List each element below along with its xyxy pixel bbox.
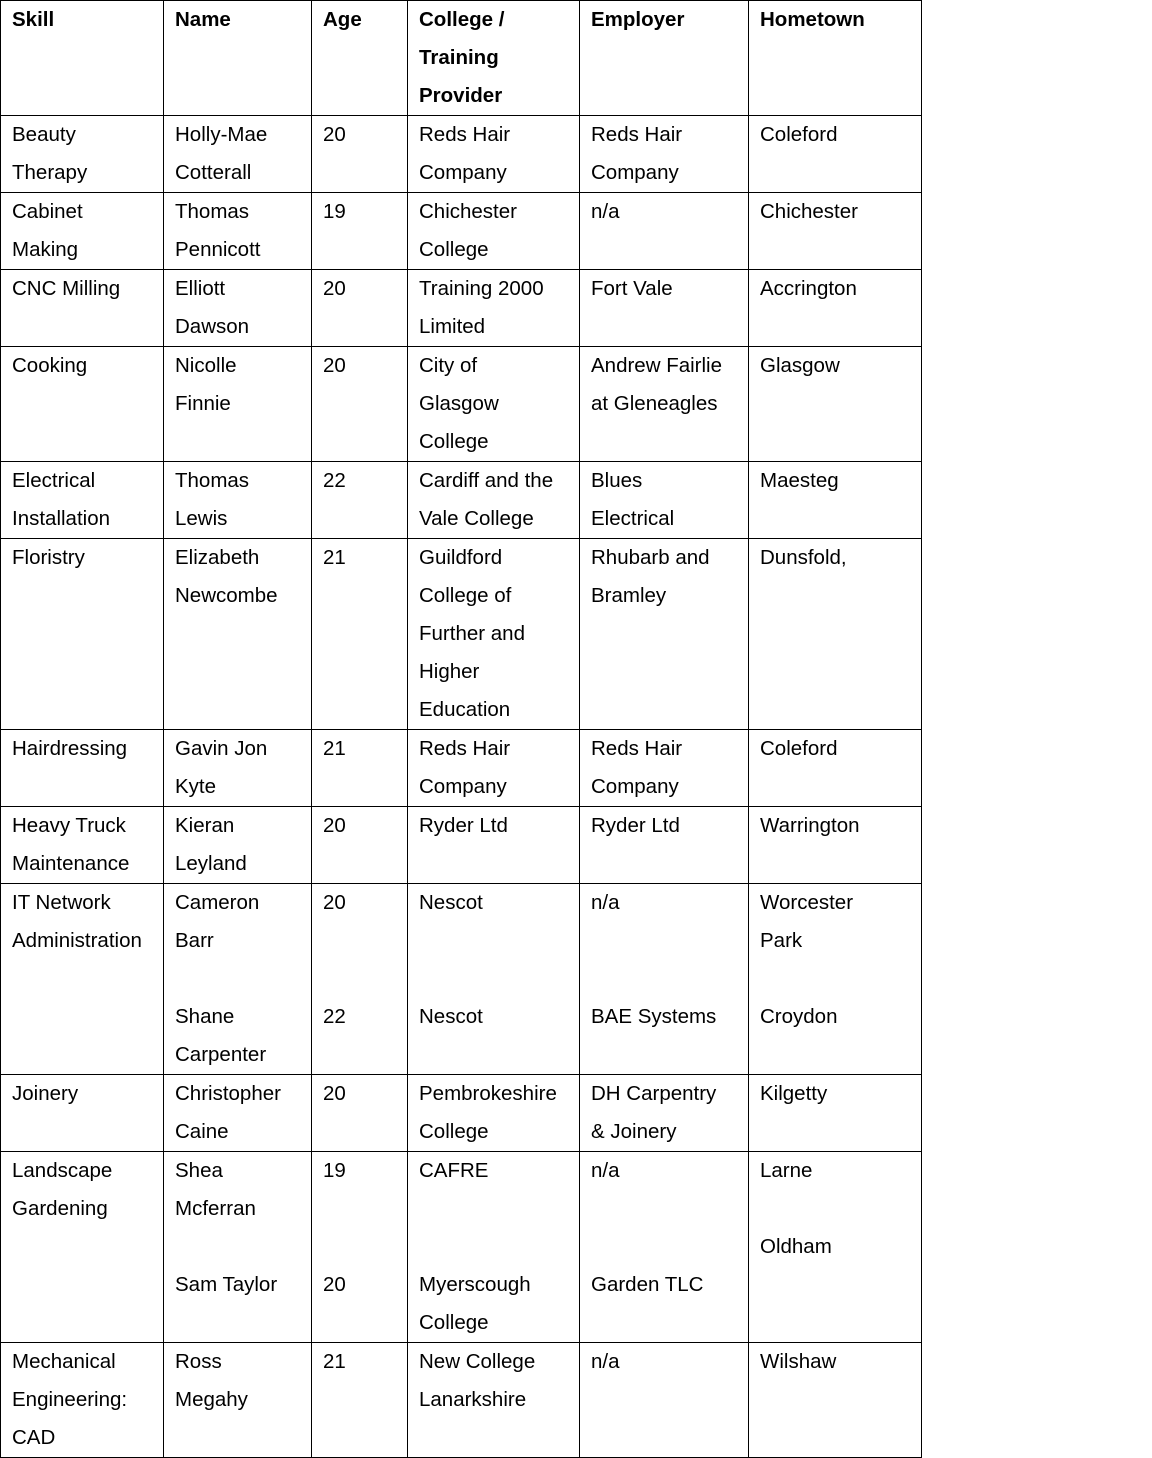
cell-college-line: Glasgow	[419, 392, 499, 415]
cell-name-line: Newcombe	[175, 584, 278, 607]
cell-college	[408, 462, 580, 539]
cell-skill-line: Cabinet	[12, 200, 83, 223]
cell-hometown-line: Kilgetty	[760, 1082, 828, 1105]
cell-name-line: Ross	[175, 1350, 222, 1373]
cell-spacer	[419, 1228, 573, 1266]
cell-name-line: Leyland	[175, 852, 247, 875]
cell-name	[164, 807, 312, 884]
cell-age	[312, 1075, 408, 1152]
cell-name-line: Gavin Jon	[175, 737, 268, 760]
cell-spacer	[591, 922, 742, 960]
cell-name	[164, 539, 312, 730]
cell-skill	[1, 116, 164, 193]
cell-skill	[1, 884, 164, 1075]
cell-employer-line: DH Carpentry	[591, 1082, 717, 1105]
table-row	[1, 807, 922, 884]
table-header-row	[1, 1, 922, 116]
cell-name-line: Finnie	[175, 392, 231, 415]
cell-skill-line: Engineering:	[12, 1388, 128, 1411]
cell-college	[408, 730, 580, 807]
cell-age-value: 20	[323, 354, 346, 377]
cell-college-line: Training 2000	[419, 277, 544, 300]
cell-skill	[1, 807, 164, 884]
cell-hometown	[749, 347, 922, 462]
header-age: Age	[312, 1, 408, 116]
cell-employer-line: Blues	[591, 469, 643, 492]
cell-employer-line: at Gleneagles	[591, 392, 718, 415]
table-row	[1, 270, 922, 347]
cell-employer-line: n/a	[591, 891, 620, 914]
cell-spacer	[175, 1228, 305, 1266]
cell-hometown-line: Coleford	[760, 737, 838, 760]
cell-college	[408, 116, 580, 193]
cell-hometown-line: Oldham	[760, 1235, 832, 1258]
cell-hometown-line: Accrington	[760, 277, 857, 300]
table-row	[1, 116, 922, 193]
cell-name	[164, 270, 312, 347]
cell-spacer	[323, 1228, 401, 1266]
cell-skill-line: Beauty	[12, 123, 76, 146]
cell-employer-line: Company	[591, 775, 679, 798]
cell-skill	[1, 539, 164, 730]
cell-skill-line: Landscape	[12, 1159, 113, 1182]
cell-employer	[580, 1152, 749, 1343]
cell-spacer	[419, 1190, 573, 1228]
cell-skill	[1, 1343, 164, 1458]
cell-age-value: 20	[323, 1082, 346, 1105]
cell-college-line: City of	[419, 354, 478, 377]
cell-college	[408, 1343, 580, 1458]
header-college-line: Training	[419, 46, 499, 69]
cell-name-line: Thomas	[175, 200, 250, 223]
cell-skill-line: Floristry	[12, 546, 85, 569]
cell-college-line: Reds Hair	[419, 123, 511, 146]
cell-skill-line: Therapy	[12, 161, 88, 184]
cell-college-line: Nescot	[419, 1005, 483, 1028]
cell-hometown-line: Chichester	[760, 200, 858, 223]
cell-age	[312, 193, 408, 270]
cell-spacer	[323, 922, 401, 960]
cell-age	[312, 462, 408, 539]
cell-name-line: Megahy	[175, 1388, 248, 1411]
cell-employer-line: Ryder Ltd	[591, 814, 680, 837]
cell-hometown-line: Wilshaw	[760, 1350, 837, 1373]
cell-hometown-line: Worcester	[760, 891, 854, 914]
cell-skill-line: Installation	[12, 507, 111, 530]
cell-skill	[1, 193, 164, 270]
cell-hometown-line: Dunsfold,	[760, 546, 847, 569]
cell-skill	[1, 1152, 164, 1343]
cell-college-line: Guildford	[419, 546, 503, 569]
table-row	[1, 1343, 922, 1458]
cell-hometown	[749, 807, 922, 884]
cell-employer-line: Company	[591, 161, 679, 184]
cell-name-line: Elliott	[175, 277, 226, 300]
cell-age	[312, 1343, 408, 1458]
cell-hometown	[749, 539, 922, 730]
cell-skill-line: Hairdressing	[12, 737, 128, 760]
cell-age	[312, 884, 408, 1075]
table-row	[1, 884, 922, 1075]
cell-name-line: Sam Taylor	[175, 1273, 278, 1296]
cell-college-line: Vale College	[419, 507, 534, 530]
cell-name	[164, 462, 312, 539]
cell-college-line: College	[419, 238, 489, 261]
cell-college-line: Myerscough	[419, 1273, 531, 1296]
cell-name-line: Cameron	[175, 891, 260, 914]
cell-skill	[1, 730, 164, 807]
table-body	[1, 116, 922, 1458]
cell-age-line: 19	[323, 1159, 346, 1182]
cell-college	[408, 1075, 580, 1152]
cell-hometown-line: Croydon	[760, 1005, 838, 1028]
cell-name	[164, 1152, 312, 1343]
cell-employer	[580, 116, 749, 193]
cell-name-line: Shea	[175, 1159, 223, 1182]
cell-skill-line: CAD	[12, 1426, 56, 1449]
header-name: Name	[164, 1, 312, 116]
cell-spacer	[419, 922, 573, 960]
cell-age-value: 22	[323, 469, 346, 492]
cell-name-line: Dawson	[175, 315, 250, 338]
cell-name-line: Kyte	[175, 775, 217, 798]
cell-age	[312, 539, 408, 730]
cell-spacer	[175, 960, 305, 998]
table-row	[1, 193, 922, 270]
cell-college-line: College	[419, 430, 489, 453]
cell-skill-line: IT Network	[12, 891, 111, 914]
cell-spacer	[591, 1190, 742, 1228]
table-row	[1, 462, 922, 539]
cell-age	[312, 116, 408, 193]
cell-college-line: Reds Hair	[419, 737, 511, 760]
cell-employer-line: Andrew Fairlie	[591, 354, 723, 377]
cell-college-line: Cardiff and the	[419, 469, 554, 492]
cell-employer-line: Bramley	[591, 584, 667, 607]
cell-name	[164, 116, 312, 193]
cell-skill-line: Joinery	[12, 1082, 79, 1105]
cell-name	[164, 884, 312, 1075]
cell-employer-line: n/a	[591, 1350, 620, 1373]
cell-name-line: Kieran	[175, 814, 235, 837]
cell-employer-line: BAE Systems	[591, 1005, 717, 1028]
cell-employer	[580, 1343, 749, 1458]
cell-name	[164, 1075, 312, 1152]
cell-college-line: Lanarkshire	[419, 1388, 527, 1411]
cell-spacer	[323, 1190, 401, 1228]
header-employer: Employer	[580, 1, 749, 116]
cell-college-line: Education	[419, 698, 511, 721]
cell-hometown-line: Park	[760, 929, 803, 952]
cell-age-value: 20	[323, 814, 346, 837]
cell-age-line: 20	[323, 1273, 346, 1296]
cell-employer-line: n/a	[591, 1159, 620, 1182]
cell-college-line: College	[419, 1311, 489, 1334]
cell-name-line: Barr	[175, 929, 214, 952]
cell-skill-line: Cooking	[12, 354, 88, 377]
cell-hometown	[749, 1343, 922, 1458]
cell-skill-line: Electrical	[12, 469, 96, 492]
cell-hometown	[749, 1152, 922, 1343]
cell-college-line: Nescot	[419, 891, 483, 914]
cell-employer-line: Rhubarb and	[591, 546, 710, 569]
cell-age-line: 22	[323, 1005, 346, 1028]
table-row	[1, 730, 922, 807]
cell-college-line: Further and	[419, 622, 525, 645]
cell-college-line: Chichester	[419, 200, 517, 223]
cell-spacer	[591, 960, 742, 998]
cell-name-line: Caine	[175, 1120, 229, 1143]
cell-skill	[1, 1075, 164, 1152]
cell-name	[164, 1343, 312, 1458]
table-row	[1, 1075, 922, 1152]
cell-college-line: Higher	[419, 660, 480, 683]
header-hometown: Hometown	[749, 1, 922, 116]
cell-name-line: Cotterall	[175, 161, 252, 184]
cell-name-line: Pennicott	[175, 238, 261, 261]
cell-skill-line: Heavy Truck	[12, 814, 126, 837]
cell-hometown	[749, 116, 922, 193]
cell-college-line: College	[419, 1120, 489, 1143]
cell-name-line: Mcferran	[175, 1197, 256, 1220]
cell-college-line: Pembrokeshire	[419, 1082, 557, 1105]
cell-hometown-line: Coleford	[760, 123, 838, 146]
cell-age	[312, 1152, 408, 1343]
cell-college	[408, 807, 580, 884]
cell-age-value: 21	[323, 1350, 346, 1373]
cell-hometown-line: Warrington	[760, 814, 860, 837]
cell-spacer	[591, 1228, 742, 1266]
cell-name-line: Elizabeth	[175, 546, 260, 569]
cell-age-value: 19	[323, 200, 346, 223]
header-college	[408, 1, 580, 116]
cell-skill-line: Making	[12, 238, 79, 261]
cell-employer-line: Garden TLC	[591, 1273, 704, 1296]
cell-college	[408, 270, 580, 347]
cell-hometown	[749, 193, 922, 270]
cell-name	[164, 730, 312, 807]
cell-college	[408, 1152, 580, 1343]
cell-employer-line: Fort Vale	[591, 277, 673, 300]
cell-hometown	[749, 884, 922, 1075]
cell-spacer	[760, 1190, 915, 1228]
cell-skill-line: Administration	[12, 929, 142, 952]
cell-college	[408, 193, 580, 270]
cell-name-line: Shane	[175, 1005, 235, 1028]
cell-age-line: 20	[323, 891, 346, 914]
cell-age-value: 21	[323, 737, 346, 760]
cell-hometown	[749, 462, 922, 539]
cell-spacer	[419, 960, 573, 998]
cell-skill	[1, 347, 164, 462]
cell-employer	[580, 347, 749, 462]
cell-employer	[580, 539, 749, 730]
cell-name	[164, 193, 312, 270]
cell-employer	[580, 730, 749, 807]
cell-name-line: Christopher	[175, 1082, 281, 1105]
cell-college-line: Company	[419, 775, 507, 798]
cell-age-value: 20	[323, 277, 346, 300]
header-skill: Skill	[1, 1, 164, 116]
cell-college	[408, 884, 580, 1075]
cell-college-line: New College	[419, 1350, 536, 1373]
cell-employer	[580, 270, 749, 347]
cell-college-line: Company	[419, 161, 507, 184]
cell-hometown-line: Glasgow	[760, 354, 840, 377]
cell-college	[408, 539, 580, 730]
cell-name-line: Lewis	[175, 507, 228, 530]
cell-college-line: Ryder Ltd	[419, 814, 508, 837]
cell-age-value: 20	[323, 123, 346, 146]
cell-age	[312, 270, 408, 347]
cell-employer	[580, 462, 749, 539]
cell-hometown	[749, 270, 922, 347]
cell-college-line: College of	[419, 584, 512, 607]
cell-employer	[580, 193, 749, 270]
cell-skill-line: Maintenance	[12, 852, 130, 875]
cell-skill-line: Gardening	[12, 1197, 108, 1220]
cell-skill	[1, 270, 164, 347]
cell-name-line: Carpenter	[175, 1043, 267, 1066]
cell-employer-line: & Joinery	[591, 1120, 677, 1143]
cell-name-line: Holly-Mae	[175, 123, 268, 146]
cell-employer	[580, 1075, 749, 1152]
cell-employer-line: Reds Hair	[591, 737, 683, 760]
cell-skill	[1, 462, 164, 539]
cell-spacer	[323, 960, 401, 998]
cell-employer-line: Reds Hair	[591, 123, 683, 146]
cell-skill-line: CNC Milling	[12, 277, 121, 300]
cell-hometown-line: Maesteg	[760, 469, 839, 492]
cell-hometown	[749, 1075, 922, 1152]
cell-college-line: Limited	[419, 315, 486, 338]
cell-age	[312, 347, 408, 462]
cell-age	[312, 807, 408, 884]
header-college-line: Provider	[419, 84, 503, 107]
cell-skill-line: Mechanical	[12, 1350, 116, 1373]
cell-employer	[580, 884, 749, 1075]
cell-employer-line: Electrical	[591, 507, 675, 530]
cell-age-value: 21	[323, 546, 346, 569]
cell-hometown-line: Larne	[760, 1159, 813, 1182]
table-row	[1, 347, 922, 462]
cell-hometown	[749, 730, 922, 807]
cell-employer	[580, 807, 749, 884]
cell-spacer	[760, 960, 915, 998]
table-row	[1, 539, 922, 730]
cell-name-line: Nicolle	[175, 354, 237, 377]
table-row	[1, 1152, 922, 1343]
cell-name	[164, 347, 312, 462]
cell-college-line: CAFRE	[419, 1159, 489, 1182]
cell-college	[408, 347, 580, 462]
cell-name-line: Thomas	[175, 469, 250, 492]
header-college-line: College /	[419, 8, 505, 31]
cell-age	[312, 730, 408, 807]
cell-employer-line: n/a	[591, 200, 620, 223]
